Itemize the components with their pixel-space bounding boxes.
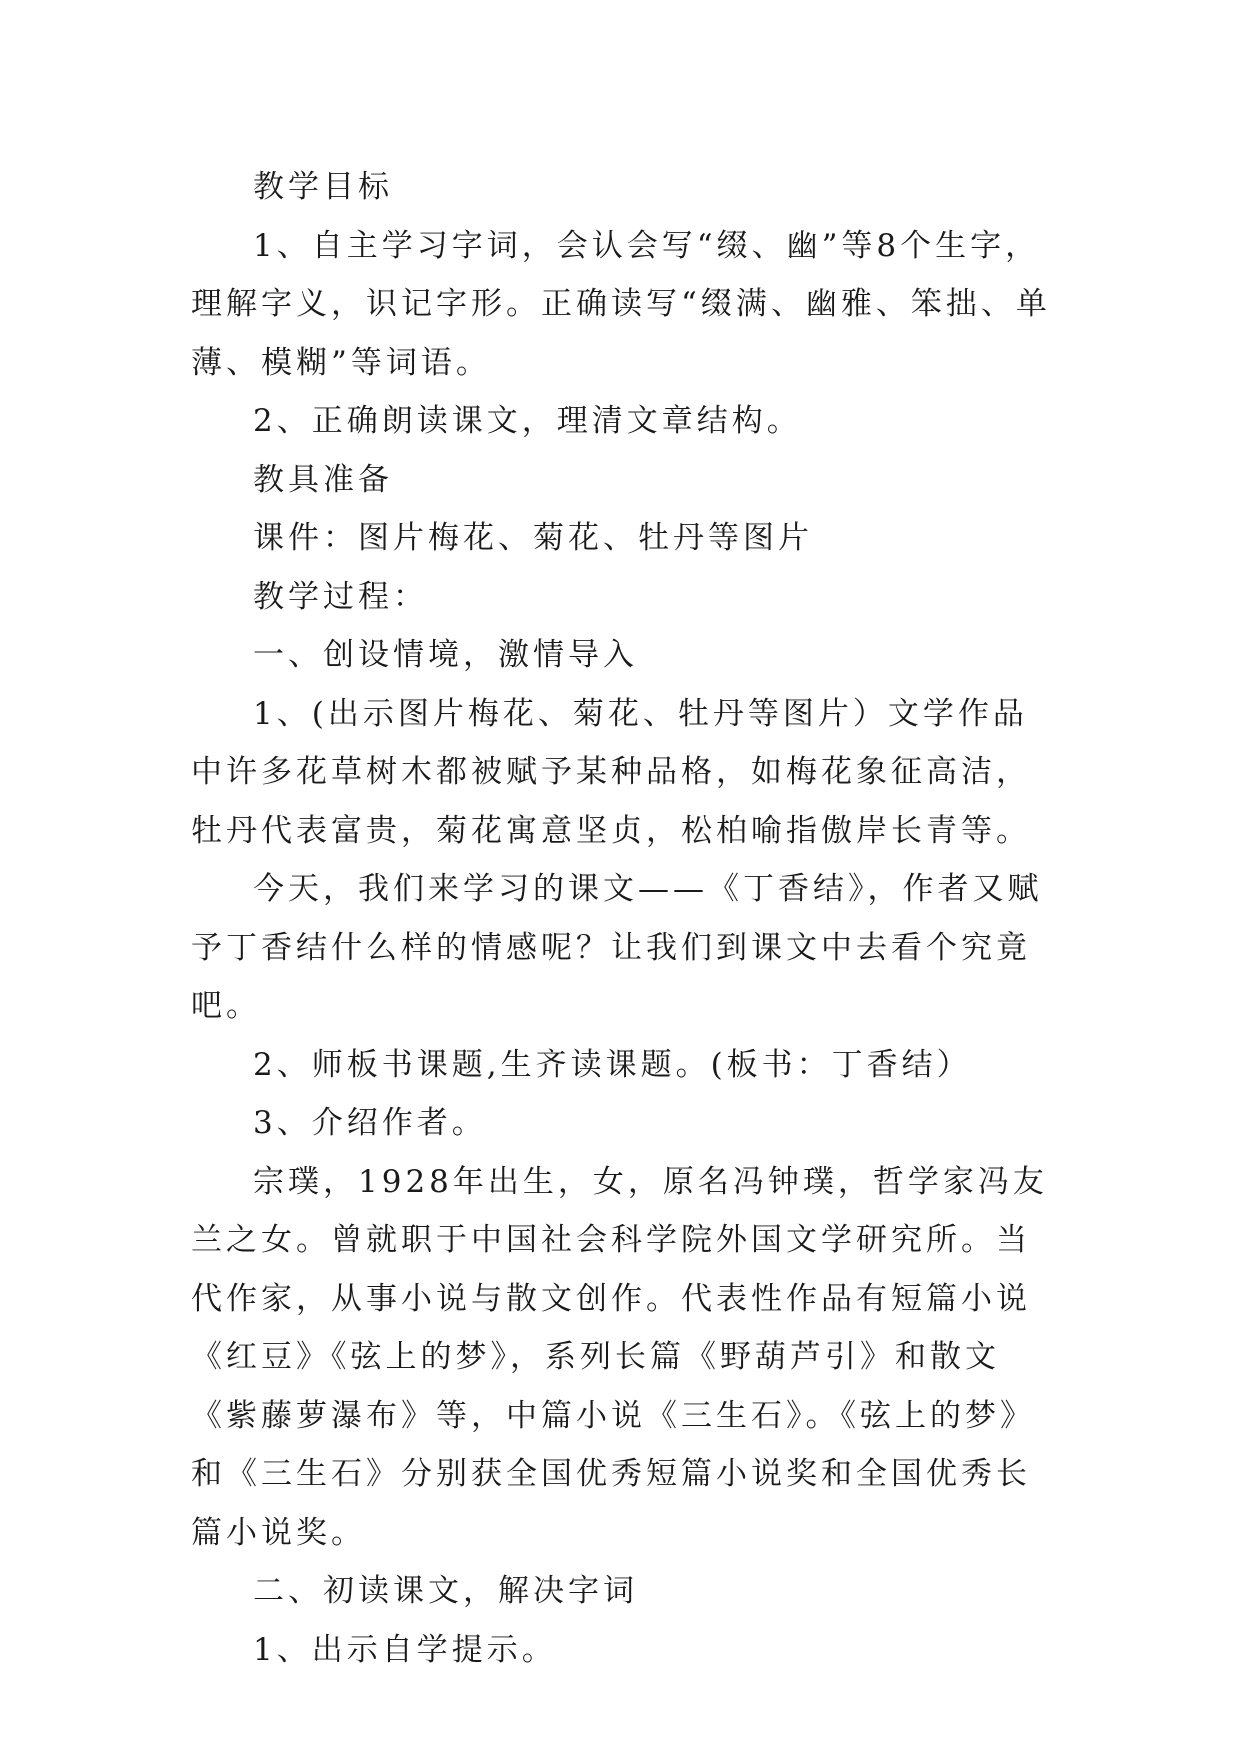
heading-teaching-materials: 教具准备 <box>253 461 393 498</box>
author-bio: 宗璞，1928年出生，女，原名冯钟璞，哲学家冯友兰之女。曾就职于中国社会科学院外国文学研究所。当代作家，从事小说与散文创作。代表性作品有短篇小说《红豆》《弦上的梦》，系列长篇《野葫芦引》和散文《紫藤萝瀑布》等，中篇小说《三生石》。《弦上的梦》和《三生石》分别获全国优秀短篇小说奖和全国优秀长篇小说奖。 <box>191 1163 1048 1551</box>
heading-teaching-process: 教学过程： <box>253 578 428 615</box>
section-2-step-1: 1、出示自学提示。 <box>253 1631 557 1668</box>
goal-item-2: 2、正确朗读课文，理清文章结构。 <box>253 403 802 439</box>
section-heading-2: 二、初读课文，解决字词 <box>253 1573 638 1609</box>
process-step-3: 3、介绍作者。 <box>253 1105 487 1141</box>
goal-item-1: 1、自主学习字词，会认会写“缀、幽”等8个生字，理解字义，识记字形。正确读写“缀满、幽雅、笨拙、单薄、模糊”等词语。 <box>191 227 1051 381</box>
process-paragraph-intro: 今天，我们来学习的课文——《丁香结》，作者又赋予丁香结什么样的情感呢？让我们到课文中去看个究竟吧。 <box>191 871 1043 1024</box>
materials-text: 课件：图片梅花、菊花、牡丹等图片 <box>253 520 813 556</box>
process-step-2: 2、师板书课题,生齐读课题。(板书：丁香结） <box>253 1046 972 1083</box>
heading-teaching-goals: 教学目标 <box>253 169 393 205</box>
process-step-1: 1、(出示图片梅花、菊花、牡丹等图片）文学作品中许多花草树木都被赋予某种品格，如梅花象征高洁，牡丹代表富贵，菊花寓意坚贞，松柏喻指傲岸长青等。 <box>191 695 1031 849</box>
document-body <box>191 158 1051 1679</box>
section-heading-1: 一、创设情境，激情导入 <box>253 637 638 673</box>
